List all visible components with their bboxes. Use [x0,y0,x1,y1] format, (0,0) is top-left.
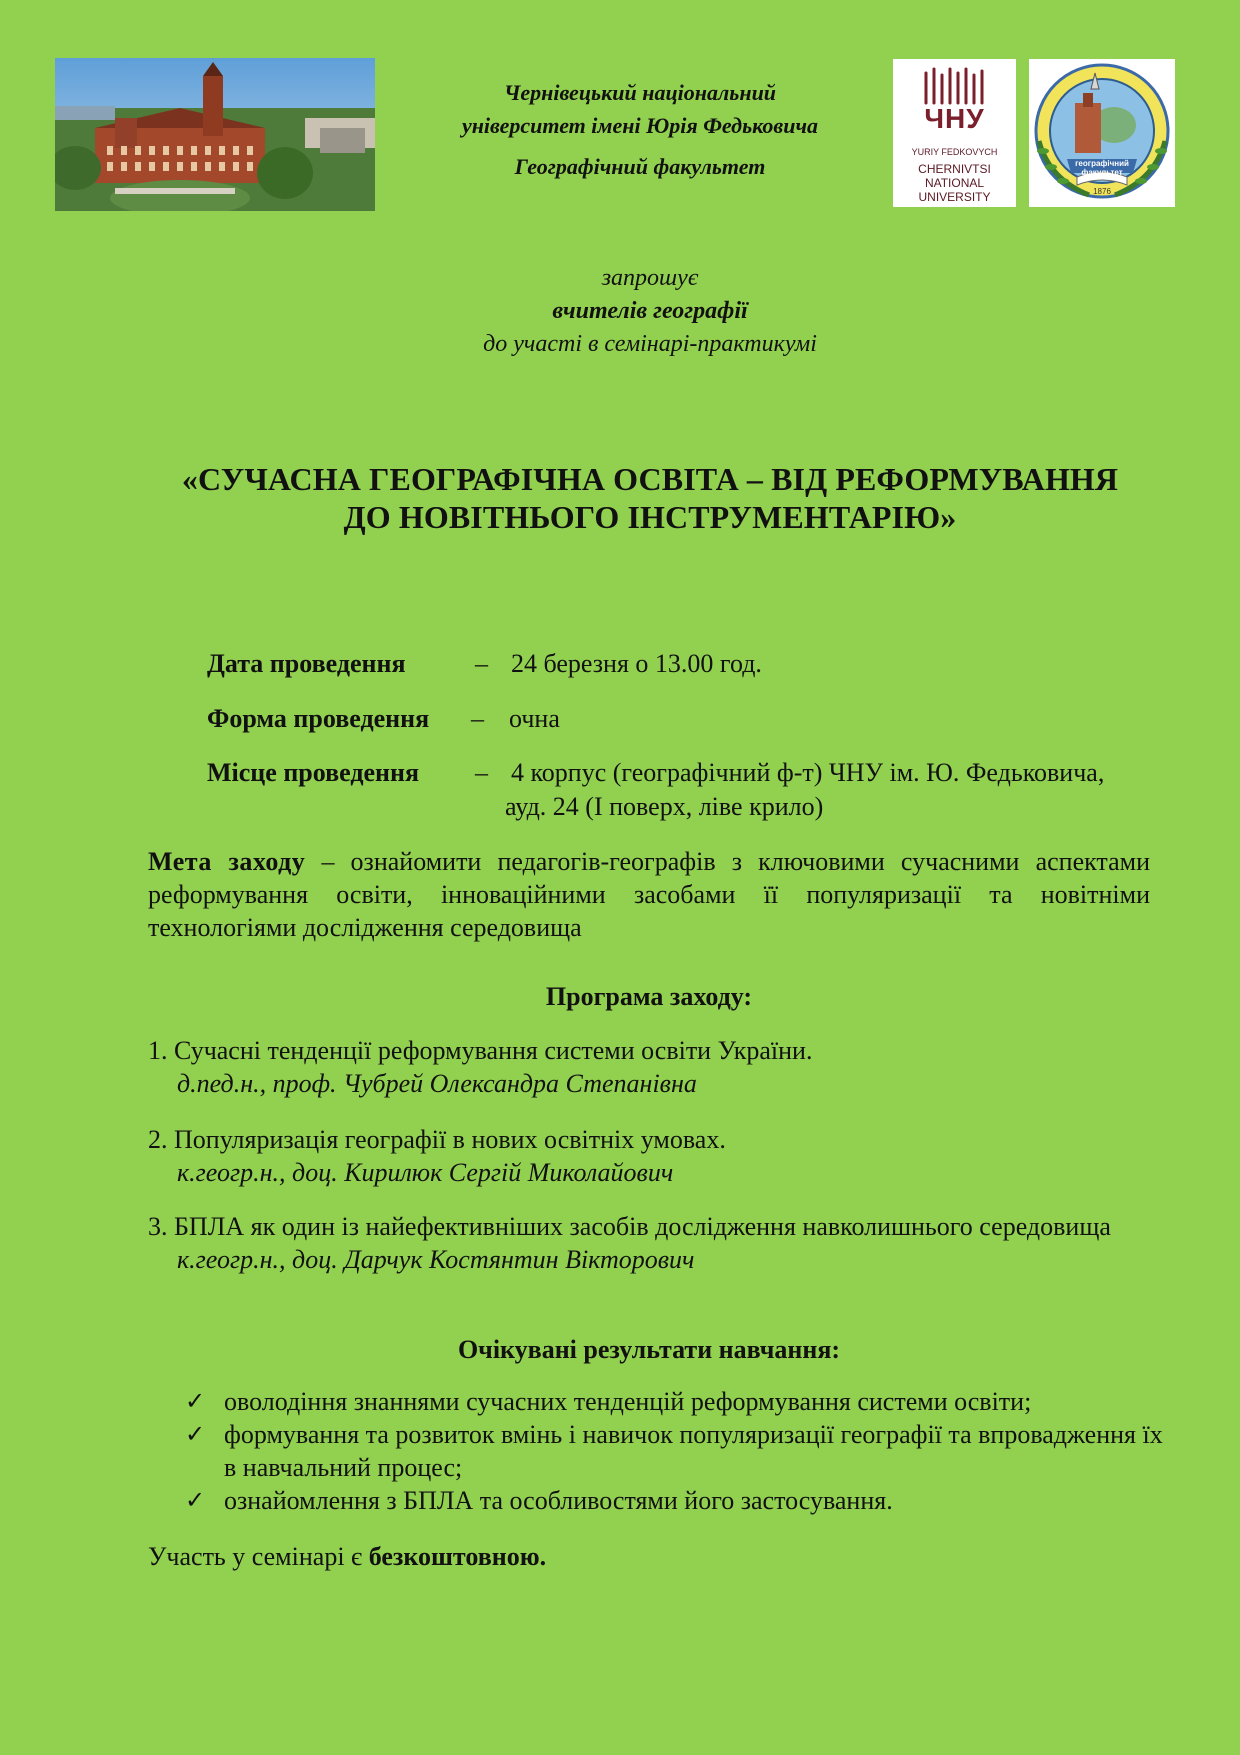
participation-note-prefix: Участь у семінарі є [148,1542,369,1571]
participation-note [148,1540,1150,1573]
program-heading: Програма заходу: [545,982,753,1011]
invite-line1: запрошує [601,265,699,291]
faculty-name: Географічний факультет [514,154,766,179]
chnu-logo-line1: YURIY FEDKOVYCH [911,147,998,157]
university-name-line1: Чернівецький національний [503,80,777,105]
chnu-emblem-icon [920,67,990,105]
invite-line3: до участі в семінарі-практикумі [483,331,817,357]
place-value-line1: 4 корпус (географічний ф-т) ЧНУ ім. Ю. Федьковича, [511,758,1105,787]
date-value: 24 березня о 13.00 год. [511,649,762,678]
university-building-photo [55,58,375,211]
invite-line2: вчителів географії [552,298,748,324]
result-text: ознайомлення з БПЛА та особливостями його застосування. [224,1486,893,1515]
chnu-logo-line2: CHERNIVTSI [918,162,991,176]
date-dash: – [475,649,488,678]
program-item-speaker: к.геогр.н., доц. Дарчук Костянтин Вікторович [177,1245,695,1274]
event-goal [148,845,1150,944]
university-name-line2: університет імені Юрія Федьковича [461,113,819,138]
event-title-line1: «СУЧАСНА ГЕОГРАФІЧНА ОСВІТА – ВІД РЕФОРМУВАННЯ [181,461,1119,497]
place-dash: – [475,758,488,787]
program-item [148,1210,1150,1276]
detail-place [207,756,1157,826]
event-title [120,460,1180,536]
checkmark-icon: ✓ [185,1387,206,1415]
chnu-logo-line3: NATIONAL [924,176,985,190]
place-label: Місце проведення [207,758,420,787]
program-item-title: 2. Популяризація географії в нових освітніх умовах. [148,1125,726,1154]
list-item [185,1484,1165,1517]
program-item-speaker: д.пед.н., проф. Чубрей Олександра Степанівна [177,1069,697,1098]
detail-form [207,702,1157,735]
chnu-logo [893,59,1016,207]
chnu-monogram: ЧНУ [924,103,985,134]
result-text: оволодіння знаннями сучасних тенденцій реформування системи освіти; [224,1387,1032,1416]
program-item-speaker: к.геогр.н., доц. Кирилюк Сергій Миколайович [177,1158,674,1187]
goal-text: – ознайомити педагогів-географів з ключовими сучасними аспектами реформування освіти, інноваційними засобами її популяризації та новітніми технологіями дослідження середовища [148,847,1150,942]
invitation-text [300,262,1000,361]
list-item [185,1418,1165,1484]
form-label: Форма проведення [207,704,430,733]
participation-note-free: безкоштовною. [368,1542,547,1571]
event-title-line2: ДО НОВІТНЬОГО ІНСТРУМЕНТАРІЮ» [343,499,957,535]
goal-label: Мета заходу [148,847,306,876]
faculty-seal-icon [1029,59,1175,207]
result-text: формування та розвиток вмінь і навичок популяризації географії та впровадження їх в навчальний процес; [224,1420,1163,1482]
results-heading: Очікувані результати навчання: [457,1335,841,1364]
chnu-logo-line4: UNIVERSITY [918,190,991,204]
geography-faculty-emblem [1029,59,1175,207]
checkmark-icon: ✓ [185,1486,206,1514]
results-list [185,1385,1165,1517]
program-item-title: 1. Сучасні тенденції реформування системи освіти України. [148,1036,813,1065]
emblem-banner-text: географічний факультет [1075,159,1129,177]
form-value: очна [509,704,560,733]
program-item [148,1034,1150,1100]
emblem-year: 1876 [1093,187,1111,196]
program-item-title: 3. БПЛА як один із найефективніших засобів дослідження навколишнього середовища [148,1212,1111,1241]
date-label: Дата проведення [207,649,406,678]
detail-date [207,647,1157,680]
list-item [185,1385,1165,1418]
program-item [148,1123,1150,1189]
checkmark-icon: ✓ [185,1420,206,1448]
place-value-line2: ауд. 24 (І поверх, ліве крило) [505,792,824,821]
form-dash: – [471,704,484,733]
university-header [430,76,850,183]
